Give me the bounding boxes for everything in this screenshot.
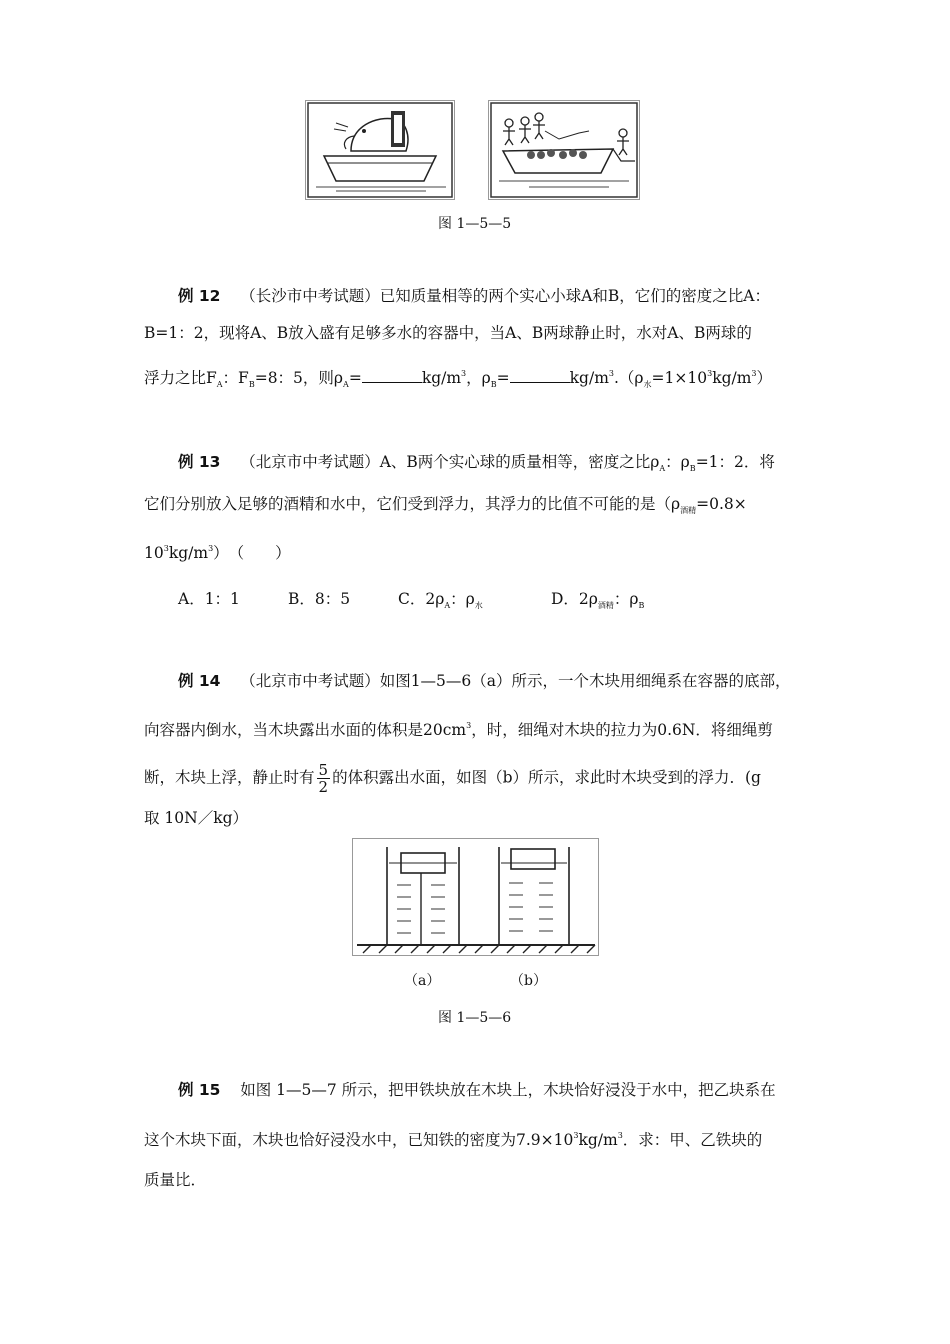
unit-text: kg/m — [421, 369, 462, 387]
paragraph-text: kg/m — [712, 369, 752, 387]
example-14-line-2 — [144, 716, 773, 740]
paragraph-text: ：F — [222, 369, 249, 387]
superscript: 3 — [608, 369, 614, 378]
example-13-line-3 — [144, 539, 291, 563]
example-13-line-2 — [144, 494, 747, 521]
example-14-line-1 — [178, 671, 791, 691]
figure-caption: 图 1—5—5 — [438, 216, 512, 232]
example-12-line-2: B=1：2，现将A、B放入盛有足够多水的容器中，当A、B两球静止时，水对A、B两球的 — [144, 324, 752, 342]
choice-c[interactable] — [398, 589, 483, 616]
paragraph-text: 向容器内倒水，当木块露出水面的体积是20cm — [144, 721, 467, 739]
stone-boat-illustration — [489, 101, 639, 199]
choice-d[interactable] — [551, 589, 644, 616]
choice-b[interactable]: B．8：5 — [288, 590, 351, 608]
example-15-line-3: 质量比． — [144, 1171, 207, 1189]
figure-caption: 图 1—5—6 — [438, 1010, 512, 1026]
choice-text: C．2ρ — [398, 590, 445, 608]
subscript: A — [216, 380, 223, 389]
answer-blank[interactable] — [510, 368, 570, 383]
paragraph-text: ：ρ — [665, 453, 690, 471]
example-12-line-1 — [178, 286, 770, 306]
example-12-line-3 — [144, 364, 772, 395]
example-label: 例 13 — [178, 453, 221, 471]
containers-diagram — [353, 839, 598, 955]
superscript: 3 — [751, 369, 757, 378]
choice-text: ：ρ — [450, 590, 475, 608]
paragraph-text: =8：5，则ρ — [254, 369, 344, 387]
paragraph-text: ） （ ） — [213, 544, 291, 562]
subscript: B — [248, 380, 255, 389]
example-15-line-2 — [144, 1126, 762, 1150]
paragraph-text: ，ρ — [466, 369, 491, 387]
paragraph-text: = — [348, 369, 362, 387]
subscript: B — [638, 601, 645, 610]
superscript: 3 — [573, 1131, 579, 1140]
paragraph-text: = — [496, 369, 510, 387]
subscript: B — [490, 380, 497, 389]
paragraph-text: （长沙市中考试题）已知质量相等的两个实心小球A和B，它们的密度之比A： — [240, 287, 770, 305]
subscript: 水 — [474, 601, 483, 610]
superscript: 3 — [461, 369, 467, 378]
subscript: B — [689, 464, 696, 473]
subscript: A — [659, 464, 666, 473]
example-label: 例 12 — [178, 287, 221, 305]
paragraph-text: =0.8× — [696, 495, 747, 513]
choice-text: ：ρ — [613, 590, 639, 608]
paragraph-text: ．求：甲、乙铁块的 — [622, 1131, 763, 1149]
paragraph-text: （北京市中考试题）如图1—5—6（a）所示，一个木块用细绳系在容器的底部， — [240, 672, 791, 690]
paragraph-text: 断，木块上浮，静止时有 — [144, 768, 315, 787]
paragraph-text: 这个木块下面，木块也恰好浸没水中，已知铁的密度为7.9×10 — [144, 1131, 574, 1149]
paragraph-text: kg/m — [168, 544, 209, 562]
paragraph-text: =1：2．将 — [695, 453, 775, 471]
superscript: 3 — [163, 544, 169, 553]
paragraph-text: 的体积露出水面，如图（b）所示，求此时木块受到的浮力．(g — [332, 768, 761, 787]
superscript: 3 — [617, 1131, 623, 1140]
example-13-line-1 — [178, 452, 775, 479]
example-15-line-1 — [178, 1080, 776, 1100]
superscript: 3 — [466, 721, 472, 730]
paragraph-text: ，时，细绳对木块的拉力为0.6N．将细绳剪 — [471, 721, 773, 739]
paragraph-text: （北京市中考试题）A、B两个实心球的质量相等，密度之比ρ — [240, 453, 660, 471]
example-label: 例 15 — [178, 1081, 221, 1099]
example-14-line-4: 取 10N／kg） — [144, 809, 249, 827]
paragraph-text: ） — [756, 369, 773, 387]
fraction — [317, 762, 331, 795]
answer-blank[interactable] — [362, 368, 422, 383]
example-14-line-3 — [144, 762, 761, 795]
choice-a[interactable]: A．1：1 — [178, 590, 240, 608]
paragraph-text: .（ρ — [613, 369, 644, 387]
example-label: 例 14 — [178, 672, 221, 690]
unit-text: kg/m — [569, 369, 609, 387]
paragraph-text: 浮力之比F — [144, 369, 217, 387]
paragraph-text: 它们分别放入足够的酒精和水中，它们受到浮力，其浮力的比值不可能的是（ρ — [144, 495, 681, 513]
subscript: A — [444, 601, 451, 610]
choice-text: D．2ρ — [551, 590, 598, 608]
subscript: 酒精 — [680, 506, 697, 515]
figure-1-5-6 — [352, 838, 599, 956]
superscript: 3 — [707, 369, 713, 378]
elephant-boat-illustration — [306, 101, 454, 199]
figure-label-a: （a） — [404, 973, 441, 989]
figure-1-5-5-right — [488, 100, 640, 200]
figure-1-5-5-left — [305, 100, 455, 200]
subscript: 水 — [643, 380, 652, 389]
paragraph-text: 如图 1—5—7 所示，把甲铁块放在木块上，木块恰好浸没于水中，把乙块系在 — [240, 1081, 776, 1099]
subscript: 酒精 — [597, 601, 614, 610]
superscript: 3 — [208, 544, 214, 553]
figure-label-b: （b） — [510, 973, 547, 989]
fraction-numerator: 5 — [318, 761, 329, 779]
paragraph-text: kg/m — [578, 1131, 618, 1149]
paragraph-text: =1×10 — [651, 369, 708, 387]
subscript: A — [343, 380, 349, 389]
paragraph-text: 10 — [144, 544, 164, 562]
fraction-denominator: 2 — [318, 778, 329, 796]
